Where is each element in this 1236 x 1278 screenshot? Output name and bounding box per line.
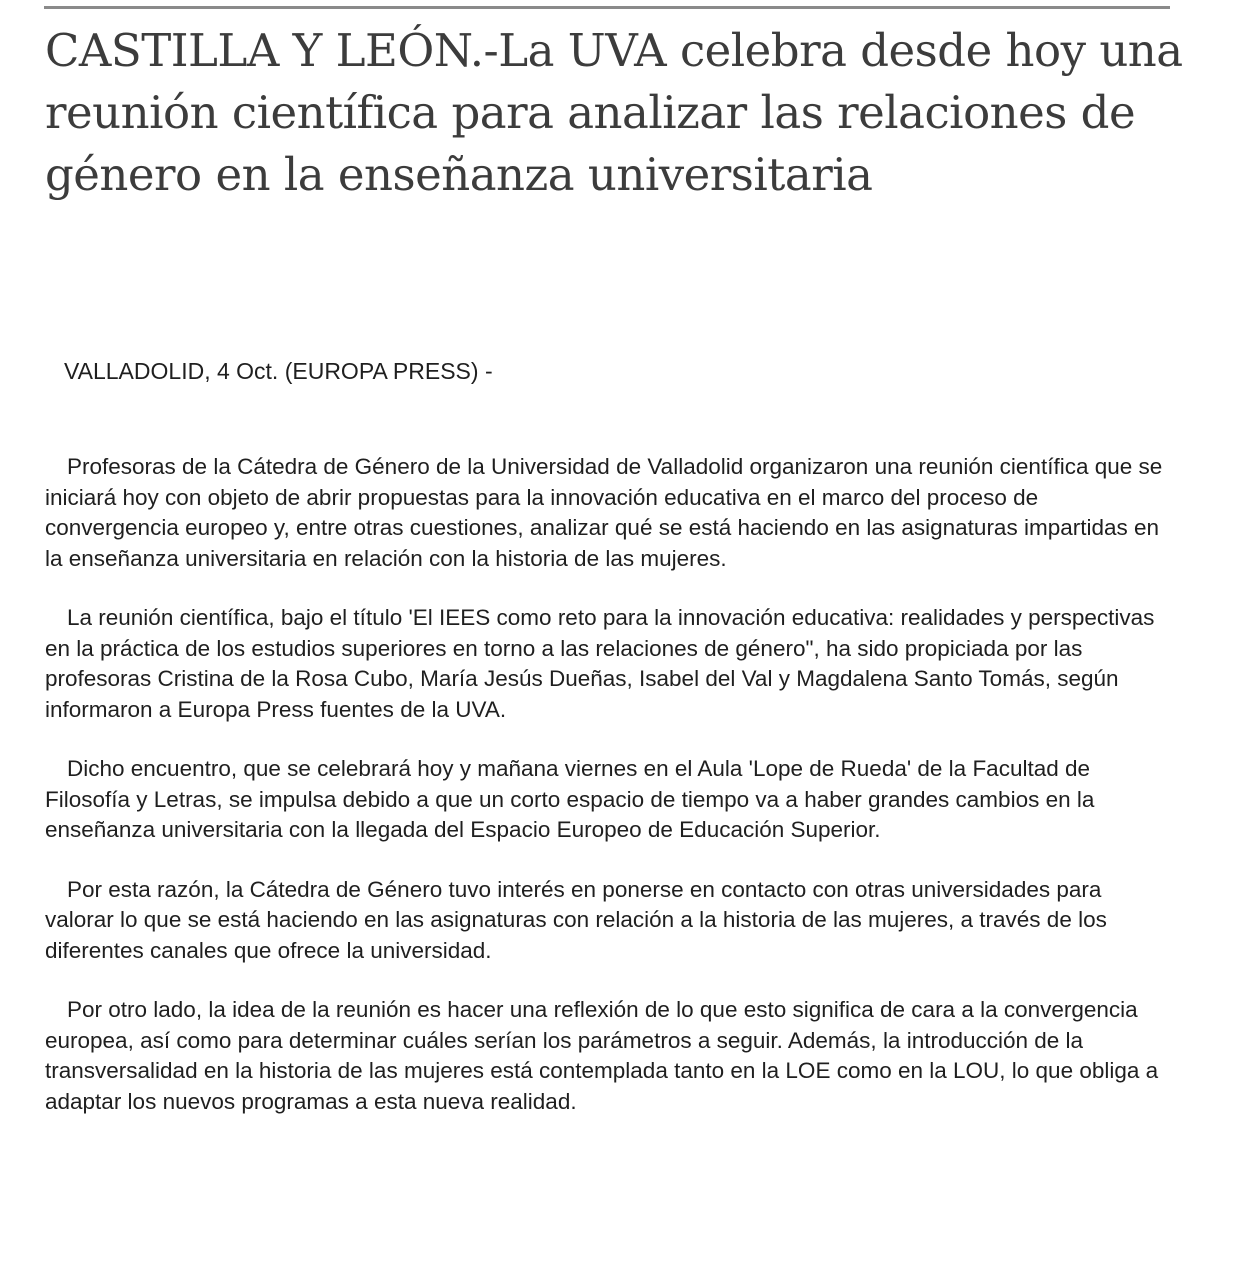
article-paragraph: Profesoras de la Cátedra de Género de la Universidad de Valladolid organizaron una reunión científica que se iniciará hoy con objeto de abrir propuestas para la innovación educativa en el marco del proceso de convergencia europeo y, entre otras cuestiones, analizar qué se está haciendo en las asignaturas impartidas en la enseñanza universitaria en relación con la historia de las mujeres. [45,454,1163,571]
article-headline: CASTILLA Y LEÓN.-La UVA celebra desde hoy una reunión científica para analizar las relaciones de género en la enseñanza universitaria [45,24,1183,201]
article-paragraph: La reunión científica, bajo el título 'El IEES como reto para la innovación educativa: realidades y perspectivas en la práctica de los estudios superiores en torno a las relaciones de género", ha sido propiciada por las profesoras Cristina de la Rosa Cubo, María Jesús Dueñas, Isabel del Val y Magdalena Santo Tomás, según informaron a Europa Press fuentes de la UVA. [45,605,1155,722]
article-paragraph: Por esta razón, la Cátedra de Género tuvo interés en ponerse en contacto con otras universidades para valorar lo que se está haciendo en las asignaturas con relación a la historia de las mujeres, a través de los diferentes canales que ofrece la universidad. [45,876,1107,963]
article-body [45,452,1175,1146]
top-rule [44,6,1170,9]
article-paragraph: Por otro lado, la idea de la reunión es hacer una reflexión de lo que esto significa de cara a la convergencia europea, así como para determinar cuáles serían los parámetros a seguir. Además, la introducción de la transversalidad en la historia de las mujeres está contemplada tanto en la LOE como en la LOU, lo que obliga a adaptar los nuevos programas a esta nueva realidad. [45,997,1159,1114]
article-dateline: VALLADOLID, 4 Oct. (EUROPA PRESS) - [64,358,493,384]
article-paragraph: Dicho encuentro, que se celebrará hoy y mañana viernes en el Aula 'Lope de Rueda' de la Facultad de Filosofía y Letras, se impulsa debido a que un corto espacio de tiempo va a haber grandes cambios en la enseñanza universitaria con la llegada del Espacio Europeo de Educación Superior. [45,756,1095,842]
